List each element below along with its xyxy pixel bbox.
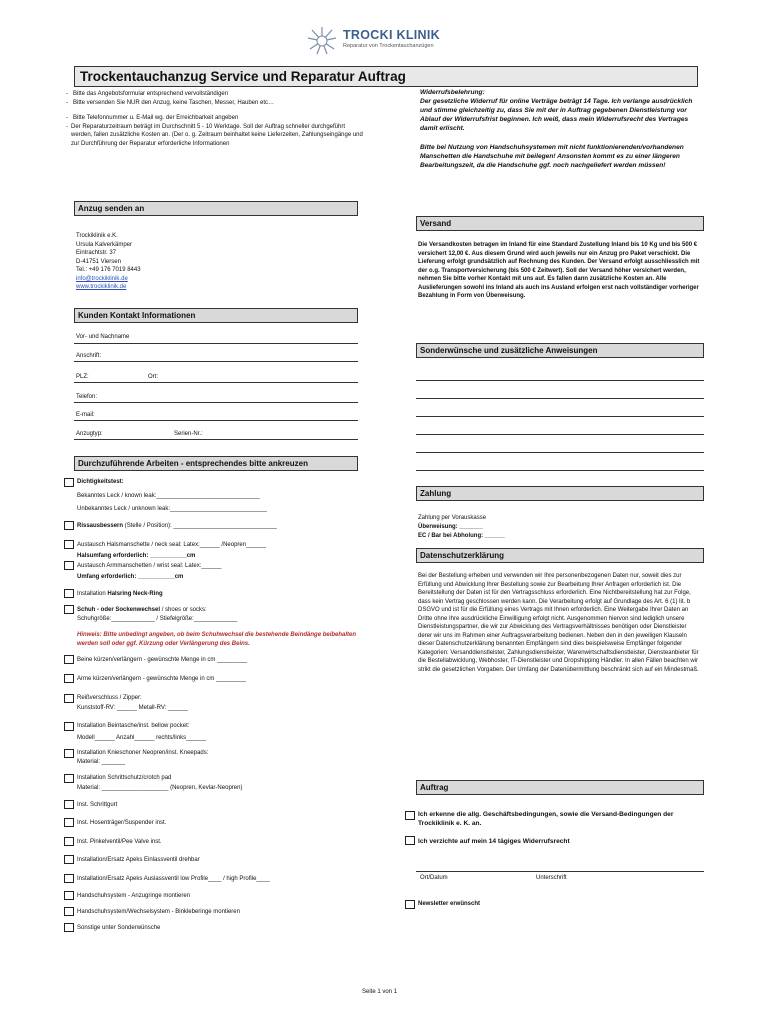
arm-label: Austausch Armmanschetten / wrist seal: Latex:______ bbox=[77, 563, 222, 569]
auftrag-header: Auftrag bbox=[416, 780, 704, 795]
pinkelventil-label: Inst. Pinkelventil/Pee Valve inst. bbox=[77, 839, 162, 845]
field-label-anschrift: Anschrift: bbox=[76, 353, 102, 359]
schuh-label: Schuh - oder Sockenwechsel / shoes or socks: bbox=[77, 607, 207, 613]
knie-material-label: Material: _______ bbox=[77, 759, 126, 765]
intro-item: - Bitte Telefonnummer u. E-Mail wg. der Erreichbarkeit angeben bbox=[66, 115, 239, 121]
halsring-checkbox[interactable] bbox=[64, 589, 74, 598]
verzicht-checkbox[interactable] bbox=[405, 836, 415, 845]
schritt-material-label: Material: ____________________ (Neopren, Kevlar-Neopren) bbox=[77, 785, 243, 791]
page-number: Seite 1 von 1 bbox=[362, 989, 398, 995]
beintasche-details: Modell______ Anzahl______ rechts/links______ bbox=[77, 735, 207, 741]
sonder-line[interactable] bbox=[416, 398, 704, 399]
website-link[interactable]: www.trockiklinik.de bbox=[76, 284, 127, 290]
sonder-line[interactable] bbox=[416, 470, 704, 471]
anschrift-field[interactable] bbox=[74, 361, 358, 362]
address-line: Trockiklinik e.K. bbox=[76, 233, 118, 239]
pinkelventil-checkbox[interactable] bbox=[64, 837, 74, 846]
logo bbox=[305, 26, 475, 56]
verzicht-label: Ich verzichte auf mein 14 tägiges Widerrufsrecht bbox=[418, 838, 570, 845]
handschuh-ringe-label: Handschuhsystem - Anzugringe montieren bbox=[77, 893, 191, 899]
beine-checkbox[interactable] bbox=[64, 655, 74, 664]
address-line: D-41751 Viersen bbox=[76, 258, 121, 265]
field-label-ort: Ort: bbox=[148, 374, 158, 380]
intro-item: - Der Reparaturzeitraum beträgt im Durchschnitt 5 - 10 Werktage. Soll der Auftrag schneller durchgeführt werden, fallen zusätzliche Kosten an. (Der o. g. Zeitraum beinhaltet keine Lieferzeiten, Zahlungseingänge und zur Durchführung der Reparatur erforderliche Informationen bbox=[66, 123, 363, 147]
versand-text: Die Versandkosten betragen im Inland für eine Standard Zustellung Inland bis 10 Kg und bis 500 € versichert 12,00 €. Aus diesem Grund wird auch jeweils nur ein Anzug pro Paket verschickt. Die Lieferung erfolgt grundsätzlich auf Rechnung des Kunden. Der Versand erfolgt ausschliesslich mit der o.g. Transportversicherung (bis 500 € Zeitwert). Soll der Versand höher versichert werden, nehmen Sie bitte vorher Kontakt mit uns auf. Es fallen dann zusätzliche Kosten an. Alle Auslieferungen sowohl ins Inland als auch ins Ausland erfolgen erst nach vollständiger vorheriger Bezahlung in Form von Überweisung. bbox=[418, 242, 700, 299]
hals-label: Austausch Halsmanschette / neck seal: Latex:______ /Neopren______ bbox=[77, 542, 267, 548]
handschuh-ringe-checkbox[interactable] bbox=[64, 891, 74, 900]
hals-umfang-label: Halsumfang erforderlich: ___________cm bbox=[77, 553, 196, 559]
schuh-groesse-label: Schuhgröße:_____________ / Stiefelgröße:_____________ bbox=[77, 616, 238, 622]
anzug-field[interactable] bbox=[74, 439, 358, 440]
datenschutz-text: Bei der Bestellung erheben und verwenden wir Ihre personenbezogenen Daten nur, soweit dies zur Erfüllung und Abwicklung Ihrer Bestellung sowie zur Bearbeitung Ihrer Anfragen erforderlich ist. Die Bereitstellung der Daten ist für den Vertragsschluss erforderlich. Eine Nichtbereitstellung hat zur Folge, dass kein Vertrag geschlossen werden kann. Die Verarbeitung erfolgt auf Grundlage des Art. 6 (1) lit. b DSGVO und ist für die Erfüllung eines Vertrags mit Ihnen erforderlich. Eine Weitergabe Ihrer Daten an Dritte ohne Ihre ausdrückliche Einwilligung erfolgt nicht. Ausgenommen hiervon sind lediglich unsere Dienstleistungspartner, die wir zur Abwicklung des Vertragsverhältnisses benötigen oder Dienstleister derer wir uns im Rahmen einer Auftragsverarbeitung bedienen. Neben den in den jeweiligen Klauseln dieser Datenschutzerklärung benannten Empfängern sind dies beispielsweise Empfänger folgender Kategorien: Versanddienstleister, Zahlungsdienstleister, Warenwirtschaftsdienstleister, Diensteanbieter für die Bestellabwicklung, Webhoster, IT-Dienstleister und Dropshipping Händler. In allen Fällen beachten wir strikt die gesetzlichen Vorgaben. Der Umfang der Datenübermittlung beschränkt sich auf ein Mindestmaß. bbox=[418, 573, 699, 673]
widerruf-block bbox=[420, 88, 700, 170]
arme-checkbox[interactable] bbox=[64, 674, 74, 683]
sonder-line[interactable] bbox=[416, 452, 704, 453]
schritt-label: Installation Schrittschutz/crotch pad bbox=[77, 775, 172, 781]
unterschrift-label: Unterschrift bbox=[536, 875, 567, 881]
address-line: Tel.: +49 176 7019 8443 bbox=[76, 267, 141, 273]
beine-label: Beine kürzen/verlängern - gewünschte Menge in cm _________ bbox=[77, 657, 248, 663]
datenschutz-header: Datenschutzerklärung bbox=[416, 548, 704, 563]
sonder-line[interactable] bbox=[416, 380, 704, 381]
address-block bbox=[76, 232, 141, 292]
logo-name: TROCKI KLINIK bbox=[343, 28, 440, 42]
riss-label: Rissausbessern (Stelle / Position): _______________________________ bbox=[77, 523, 277, 529]
arm-checkbox[interactable] bbox=[64, 561, 74, 570]
arm-umfang-label: Umfang erforderlich: ___________cm bbox=[77, 574, 184, 580]
reiss-checkbox[interactable] bbox=[64, 694, 74, 703]
zahlung-ueberweisung: Überweisung: _______ bbox=[418, 524, 483, 530]
intro-item: - Bitte das Angebotsformular entsprechend vervollständigen bbox=[66, 91, 229, 97]
email-field[interactable] bbox=[74, 420, 358, 421]
widerruf-head: Widerrufsbelehrung: bbox=[420, 89, 485, 96]
field-label-serien: Serien-Nr.: bbox=[174, 431, 203, 437]
einlass-checkbox[interactable] bbox=[64, 855, 74, 864]
sonstige-label: Sonstige unter Sonderwünsche bbox=[77, 925, 161, 931]
schuh-hinweis: Hinweis: Bitte unbedingt angeben, ob beim Schuhwechsel die bestehende Beindänge beibehalten werden soll oder ggf. Kürzung oder Verlängerung des Beins. bbox=[77, 632, 357, 647]
logo-tagline: Reparatur von Trockentauchanzügen bbox=[343, 43, 434, 49]
signature-line[interactable] bbox=[416, 871, 704, 872]
beintasche-checkbox[interactable] bbox=[64, 722, 74, 731]
hosentraeger-checkbox[interactable] bbox=[64, 818, 74, 827]
reiss-material-label: Kunststoff-RV: ______ Metall-RV: ______ bbox=[77, 705, 188, 711]
unbekannt-label: Unbekanntes Leck / unknown leak:_____________________________ bbox=[77, 506, 267, 512]
address-line: Ursula Kalverkämper bbox=[76, 241, 133, 248]
hosentraeger-label: Inst. Hosenträger/Suspender inst. bbox=[77, 820, 167, 826]
email-link[interactable]: info@trockiklinik.de bbox=[76, 275, 128, 282]
anzug-senden-header: Anzug senden an bbox=[74, 201, 358, 216]
knie-label: Installation Knieschoner Neopren/inst. Kneepads: bbox=[77, 750, 209, 756]
handschuh-wechsel-checkbox[interactable] bbox=[64, 907, 74, 916]
intro-list bbox=[66, 90, 366, 148]
intro-item: - Bitte versenden Sie NUR den Anzug, keine Taschen, Messer, Hauben etc… bbox=[66, 99, 275, 106]
handschuh-hint: Bitte bei Nutzung von Handschuhsystemen mit nicht funktionierenden/vorhandenen Manschetten die Handschuhe mit beilegen! Ansonsten kommt es zu einer längeren Bearbeitungszeit, da die Handschuhe ggf. noch nachgeliefert werden müssen! bbox=[420, 144, 684, 169]
sonstige-checkbox[interactable] bbox=[64, 923, 74, 932]
zahlung-header: Zahlung bbox=[416, 486, 704, 501]
field-label-anzugtyp: Anzugtyp: bbox=[76, 431, 103, 437]
arme-label: Arme kürzen/verlängern - gewünschte Menge in cm _________ bbox=[77, 676, 247, 682]
sonder-header: Sonderwünsche und zusätzliche Anweisungen bbox=[416, 343, 704, 358]
auslass-label: Installation/Ersatz Apeks Auslassventil low Profile____ / high Profile____ bbox=[77, 876, 270, 882]
knie-checkbox[interactable] bbox=[64, 749, 74, 758]
schuh-checkbox[interactable] bbox=[64, 605, 74, 614]
sonder-line[interactable] bbox=[416, 416, 704, 417]
page-title: Trockentauchanzug Service und Reparatur Auftrag bbox=[80, 69, 406, 84]
reiss-label: Reißverschluss / Zipper: bbox=[77, 695, 142, 701]
field-label-telefon: Telefon: bbox=[76, 394, 98, 400]
bekannt-label: Bekanntes Leck / known leak:_______________________________ bbox=[77, 493, 260, 499]
arbeiten-header: Durchzuführende Arbeiten - entsprechendes bitte ankreuzen bbox=[74, 456, 358, 471]
beintasche-label: Installation Beintasche/inst. bellow pocket: bbox=[77, 723, 190, 729]
versand-header: Versand bbox=[416, 216, 704, 231]
dichtigkeit-label: Dichtigkeitstest: bbox=[77, 479, 124, 485]
sonder-line[interactable] bbox=[416, 434, 704, 435]
agb-checkbox[interactable] bbox=[405, 811, 415, 820]
zahlung-vorauskasse: Zahlung per Vorauskasse bbox=[418, 515, 487, 521]
handschuh-wechsel-label: Handschuhsystem/Wechselsystem - Binkleberinge montieren bbox=[77, 909, 240, 915]
einlass-label: Installation/Ersatz Apeks Einlassventil drehbar bbox=[77, 857, 200, 863]
agb-label: Ich erkenne die allg. Geschäftsbedingungen, sowie die Versand-Bedingungen der Trockiklinik e. K. an. bbox=[418, 811, 674, 827]
dichtigkeit-checkbox[interactable] bbox=[64, 478, 74, 487]
logo-sun-icon bbox=[305, 26, 339, 56]
schritt-checkbox[interactable] bbox=[64, 774, 74, 783]
name-field[interactable] bbox=[74, 343, 358, 344]
auslass-checkbox[interactable] bbox=[64, 874, 74, 883]
zahlung-ec-bar: EC / Bar bei Abholung: ______ bbox=[418, 533, 505, 539]
riss-checkbox[interactable] bbox=[64, 521, 74, 530]
ort-datum-label: Ort/Datum bbox=[420, 875, 448, 881]
widerruf-text: Der gesetzliche Widerruf für online Verträge beträgt 14 Tage. Ich verlange ausdrücklich und stimme gleichzeitig zu, dass Sie mit der in Auftrag gegebenen Dienstleistung vor Ablauf der Widerrufsfrist beginnen. Ich weiß, dass mein Widerrufsrecht des Vertrages damit erlischt. bbox=[420, 98, 693, 132]
field-label-name: Vor- und Nachname bbox=[76, 334, 130, 340]
newsletter-label: Newsletter erwünscht bbox=[418, 901, 481, 907]
plz-ort-field[interactable] bbox=[74, 382, 358, 383]
newsletter-checkbox[interactable] bbox=[405, 900, 415, 909]
schrittgurt-checkbox[interactable] bbox=[64, 800, 74, 809]
schrittgurt-label: Inst. Schrittgurt bbox=[77, 802, 118, 808]
page-title-box bbox=[74, 66, 698, 87]
field-label-email: E-mail: bbox=[76, 412, 95, 418]
field-label-plz: PLZ: bbox=[76, 374, 89, 380]
hals-checkbox[interactable] bbox=[64, 540, 74, 549]
address-line: Eintrachtstr. 37 bbox=[76, 250, 117, 256]
kunden-header: Kunden Kontakt Informationen bbox=[74, 308, 358, 323]
halsring-label: Installation Halsring Neck-Ring bbox=[77, 591, 163, 597]
telefon-field[interactable] bbox=[74, 402, 358, 403]
